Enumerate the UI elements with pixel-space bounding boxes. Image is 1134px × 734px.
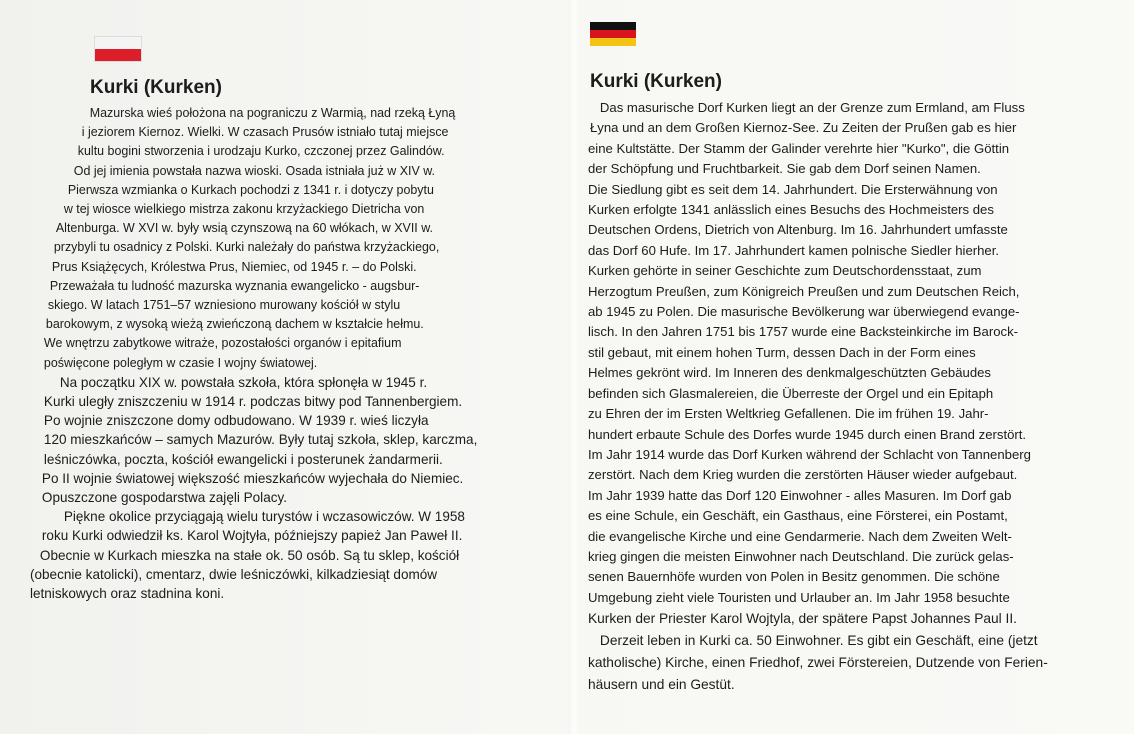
polish-text-line: leśniczówka, poczta, kościół ewangelicki i posterunek żandarmerii. <box>43 451 443 467</box>
german-title-bold: Kurki <box>590 71 639 92</box>
polish-text-line: Piękne okolice przyciągają wielu turystów i wczasowiczów. W 1958 <box>63 509 465 525</box>
polish-text-line: (obecnie katolicki), cmentarz, dwie leśniczówki, kilkadziesiąt domów <box>29 566 438 582</box>
german-text-line: Im Jahr 1914 wurde das Dorf Kurken während der Schlacht von Tannenberg <box>587 446 1031 462</box>
polish-text-line: poświęcone poległym w czasie I wojny światowej. <box>43 355 318 370</box>
german-text-line: Umgebung zieht viele Touristen und Urlauber an. Im Jahr 1958 besuchte <box>587 589 1010 605</box>
polish-text-line: Na początku XIX w. powstała szkoła, która spłonęła w 1945 r. <box>59 374 428 390</box>
german-text-line: senen Bauernhöfe wurden von Polen in Besitz genommen. Die schöne <box>587 569 1000 585</box>
german-text-line: hundert erbaute Schule des Dorfes wurde 1945 durch einen Brand zerstört. <box>587 426 1027 442</box>
polish-text-line: Od jej imienia powstała nazwa wioski. Osada istniała już w XIV w. <box>73 163 436 178</box>
german-column <box>582 22 1120 695</box>
board-divider <box>568 0 580 734</box>
polish-text-line: Po II wojnie światowej większość mieszkańców wyjechała do Niemiec. <box>41 470 464 486</box>
polish-text-line: Opuszczone gospodarstwa zajęli Polacy. <box>41 490 288 506</box>
polish-text-line: Altenburga. W XVI w. były wsią czynszową na 60 włókach, w XVII w. <box>55 221 433 236</box>
german-text-line: Die Siedlung gibt es seit dem 14. Jahrhundert. Die Ersterwähnung von <box>587 181 998 197</box>
polish-column <box>24 36 564 603</box>
polish-title <box>90 76 564 100</box>
german-text-line: Deutschen Ordens, Dietrich von Altenburg. Im 16. Jahrhundert umfasste <box>587 222 1008 238</box>
german-text-line: Łyna und an dem Großen Kiernoz-See. Zu Zeiten der Prußen gab es hier <box>589 120 1017 136</box>
polish-text-line: i jeziorem Kiernoz. Wielki. W czasach Prusów istniało tutaj miejsce <box>81 125 449 140</box>
german-text-line: ab 1945 zu Polen. Die masurische Bevölkerung war überwiegend evange- <box>587 304 1020 320</box>
polish-text-line: w tej wiosce wielkiego mistrza zakonu krzyżackiego Dietricha von <box>63 202 425 217</box>
german-text-line: Kurken erfolgte 1341 anlässlich eines Besuchs des Hochmeisters des <box>587 202 994 218</box>
polish-text-line: letniskowych oraz stadnina koni. <box>29 586 225 602</box>
german-text-line: Herzogtum Preußen, zum Königreich Preußen und zum Deutschen Reich, <box>587 283 1020 299</box>
polish-title-rest: (Kurken) <box>138 77 222 98</box>
german-text-line: befinden sich Glasmalereien, die Überreste der Orgel und ein Epitaph <box>587 385 994 401</box>
german-text-line: der Schöpfung und Fruchtbarkeit. Sie gab dem Dorf seinen Namen. <box>587 161 981 177</box>
german-text-line: eine Kultstätte. Der Stamm der Galinder verehrte hier "Kurko", die Göttin <box>587 140 1010 156</box>
polish-text-line: Pierwsza wzmianka o Kurkach pochodzi z 1341 r. i dotyczy pobytu <box>67 182 434 197</box>
german-text-line: katholische) Kirche, einen Friedhof, zwei Förstereien, Dutzende von Ferien- <box>587 654 1048 670</box>
german-text-line: häusern und ein Gestüt. <box>587 676 735 692</box>
polish-text-line: Prus Książęcych, Królestwa Prus, Niemiec, od 1945 r. – do Polski. <box>51 259 417 274</box>
polish-text-line: 120 mieszkańców – samych Mazurów. Były tutaj szkoła, sklep, karczma, <box>43 432 478 448</box>
polish-text-line: roku Kurki odwiedził ks. Karol Wojtyła, późniejszy papież Jan Paweł II. <box>41 528 463 544</box>
german-text-line: lisch. In den Jahren 1751 bis 1757 wurde eine Backsteinkirche im Barock- <box>587 324 1019 340</box>
polish-text-line: kultu bogini stworzenia i urodzaju Kurko, czczonej przez Galindów. <box>77 144 445 159</box>
polish-text-line: skiego. W latach 1751–57 wzniesiono murowany kościół w stylu <box>47 298 401 313</box>
german-title <box>590 70 1120 94</box>
polish-text-line: Obecnie w Kurkach mieszka na stałe ok. 50 osób. Są tu sklep, kościół <box>39 547 460 563</box>
polish-text <box>24 104 564 603</box>
polish-text-line: Po wojnie zniszczone domy odbudowano. W 1939 r. wieś liczyła <box>43 413 429 429</box>
german-text-line: stil gebaut, mit einem hohen Turm, dessen Dach in der Form eines <box>587 344 976 360</box>
german-text-line: es eine Schule, ein Geschäft, ein Gasthaus, eine Försterei, ein Postamt, <box>587 508 1008 524</box>
german-text-line: Kurken gehörte in seiner Geschichte zum Deutschordensstaat, zum <box>587 263 982 279</box>
polish-flag-icon <box>94 36 142 62</box>
german-text-line: krieg gingen die meisten Einwohner nach Deutschland. Die zurück gelas- <box>587 548 1014 564</box>
german-flag-icon <box>590 22 636 46</box>
german-text-line: das Dorf 60 Hufe. Im 17. Jahrhundert kamen polnische Siedler hierher. <box>587 242 1000 258</box>
german-text-line: die evangelische Kirche und eine Gendarmerie. Nach dem Zweiten Welt- <box>587 528 1012 544</box>
german-text <box>582 98 1120 695</box>
polish-text-line: Kurki uległy zniszczeniu w 1914 r. podczas bitwy pod Tannenbergiem. <box>43 394 463 410</box>
polish-text-line: Mazurska wieś położona na pograniczu z Warmią, nad rzeką Łyną <box>89 106 456 120</box>
german-text-line: Das masurische Dorf Kurken liegt an der Grenze zum Ermland, am Fluss <box>599 100 1025 115</box>
german-text-line: zerstört. Nach dem Krieg wurden die zerstörten Häuser wieder aufgebaut. <box>587 467 1018 483</box>
polish-text-line: przybyli tu osadnicy z Polski. Kurki należały do państwa krzyżackiego, <box>53 240 440 255</box>
german-title-rest: (Kurken) <box>638 71 722 92</box>
polish-text-line: We wnętrzu zabytkowe witraże, pozostałości organów i epitafium <box>43 336 402 351</box>
german-text-line: Derzeit leben in Kurki ca. 50 Einwohner. Es gibt ein Geschäft, eine (jetzt <box>599 632 1038 648</box>
german-text-line: zu Ehren der im Ersten Weltkrieg Gefallenen. Die im frühen 19. Jahr- <box>587 406 989 422</box>
polish-title-bold: Kurki <box>90 77 139 98</box>
german-text-line: Im Jahr 1939 hatte das Dorf 120 Einwohner - alles Masuren. Im Dorf gab <box>587 487 1012 503</box>
german-text-line: Kurken der Priester Karol Wojtyla, der spätere Papst Johannes Paul II. <box>587 611 1018 627</box>
polish-text-line: barokowym, z wysoką wieżą zwieńczoną dachem w kształcie hełmu. <box>45 317 424 332</box>
polish-text-line: Przeważała tu ludność mazurska wyznania ewangelicko - augsbur- <box>49 278 420 293</box>
german-text-line: Helmes gekrönt wird. Im Inneren des denkmalgeschützten Gebäudes <box>587 365 991 381</box>
